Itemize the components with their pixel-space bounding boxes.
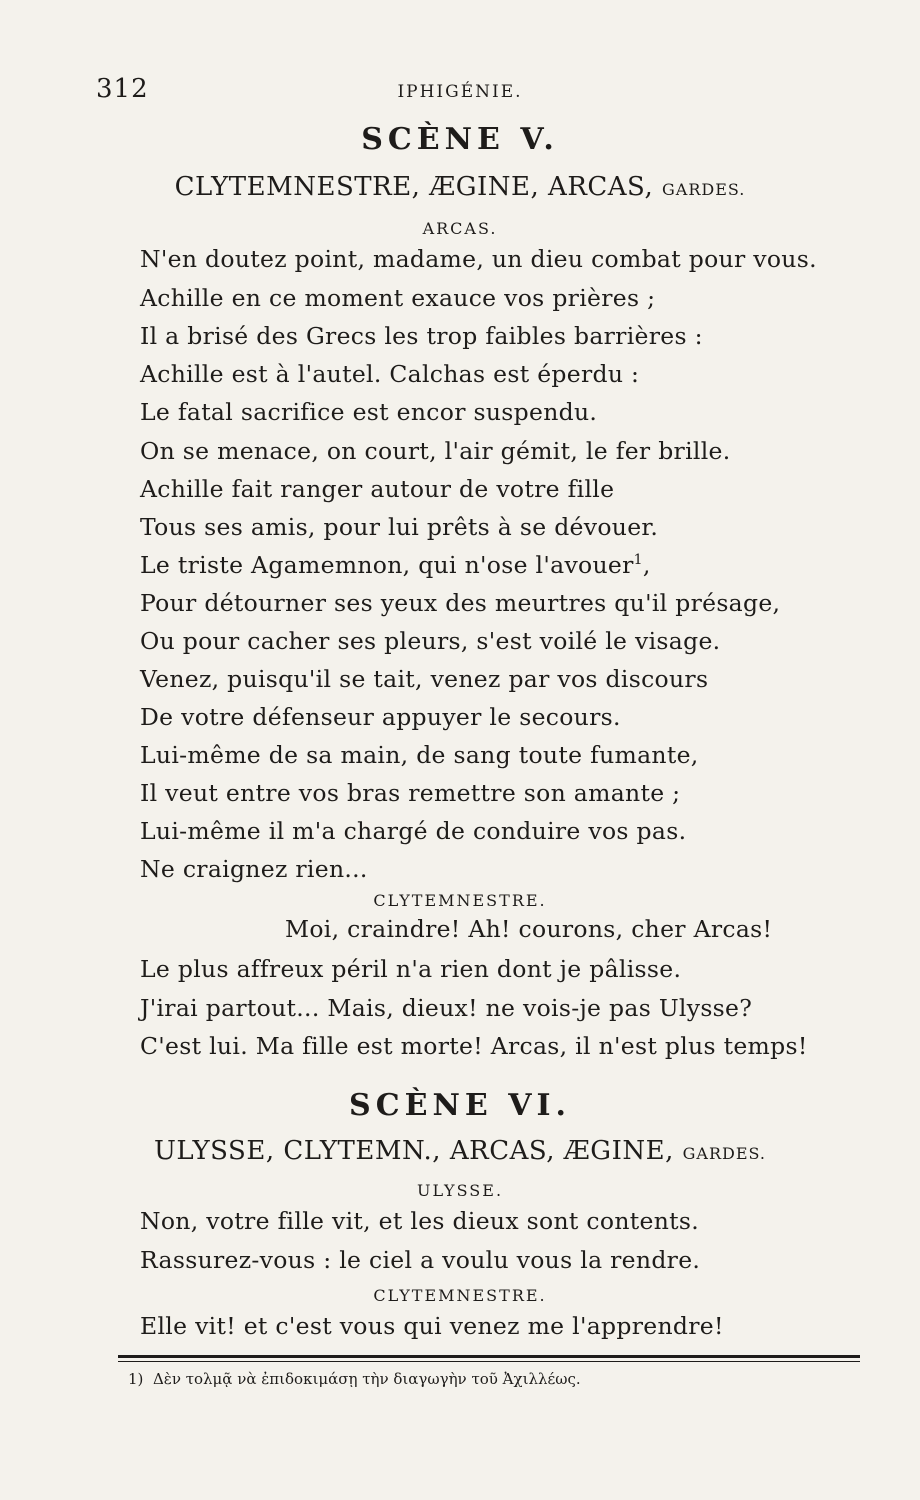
footnote-marker: 1) xyxy=(128,1370,144,1388)
speaker-arcas: ARCAS. xyxy=(422,219,498,238)
scene-6-cast-extra: GARDES. xyxy=(682,1144,766,1163)
verse-line: Lui-même de sa main, de sang toute fumante, xyxy=(140,741,699,769)
verse-line: Venez, puisqu'il se tait, venez par vos discours xyxy=(140,665,709,693)
verse-line: C'est lui. Ma fille est morte! Arcas, il n'est plus temps! xyxy=(140,1032,808,1060)
verse-line-with-note: Le triste Agamemnon, qui n'ose l'avouer$^1$, xyxy=(140,551,651,579)
running-title: IPHIGÉNIE. xyxy=(397,82,523,102)
scene-6-cast xyxy=(0,1136,920,1166)
footnote-reference: 1 xyxy=(633,552,643,569)
verse-line: Rassurez-vous : le ciel a voulu vous la rendre. xyxy=(140,1246,701,1274)
speaker-clytemnestre-2: CLYTEMNESTRE. xyxy=(373,1286,547,1305)
verse-line: Tous ses amis, pour lui prêts à se dévouer. xyxy=(140,513,659,541)
page-number: 312 xyxy=(96,74,149,104)
footnote-text: Δὲν τολμᾷ νὰ ἐπιδοκιμάσῃ τὴν διαγωγὴν τοῦ Ἀχιλλέως. xyxy=(152,1370,581,1388)
verse-line: Non, votre fille vit, et les dieux sont contents. xyxy=(140,1207,700,1235)
verse-line: Lui-même il m'a chargé de conduire vos pas. xyxy=(140,817,687,845)
verse-line: Le triste Agamemnon, qui n'ose l'avouer xyxy=(140,551,634,579)
speaker-ulysse: ULYSSE. xyxy=(416,1181,504,1200)
verse-line: N'en doutez point, madame, un dieu combat pour vous. xyxy=(140,245,817,273)
verse-line: Moi, craindre! Ah! courons, cher Arcas! xyxy=(285,915,773,943)
scene-5-cast xyxy=(0,172,920,202)
verse-line: Il veut entre vos bras remettre son amante ; xyxy=(140,779,681,807)
scene-5-cast-names: CLYTEMNESTRE, ÆGINE, ARCAS, xyxy=(174,172,654,202)
scene-5-cast-extra: GARDES. xyxy=(661,180,746,199)
verse-line: Il a brisé des Grecs les trop faibles barrières : xyxy=(140,322,703,350)
verse-line: Le plus affreux péril n'a rien dont je pâlisse. xyxy=(140,955,682,983)
verse-line: De votre défenseur appuyer le secours. xyxy=(140,703,621,731)
scene-6-cast-names: ULYSSE, CLYTEMN., ARCAS, ÆGINE, xyxy=(154,1136,674,1166)
speaker-clytemnestre: CLYTEMNESTRE. xyxy=(373,891,547,910)
footnote-rule xyxy=(118,1355,860,1358)
verse-line: Elle vit! et c'est vous qui venez me l'apprendre! xyxy=(140,1312,724,1340)
verse-line: Le fatal sacrifice est encor suspendu. xyxy=(140,398,598,426)
verse-line: On se menace, on court, l'air gémit, le fer brille. xyxy=(140,437,731,465)
verse-line: Achille en ce moment exauce vos prières ; xyxy=(140,284,656,312)
verse-line: Achille est à l'autel. Calchas est éperdu : xyxy=(140,360,640,388)
footnote xyxy=(128,1370,581,1388)
scene-5-title: SCÈNE V. xyxy=(361,122,559,157)
verse-line: Achille fait ranger autour de votre fille xyxy=(140,475,615,503)
verse-line: Ou pour cacher ses pleurs, s'est voilé le visage. xyxy=(140,627,721,655)
verse-line: J'irai partout... Mais, dieux! ne vois-je pas Ulysse? xyxy=(140,994,753,1022)
scene-6-title: SCÈNE VI. xyxy=(349,1088,571,1123)
footnote-rule-thin xyxy=(118,1361,860,1362)
verse-line: Ne craignez rien... xyxy=(140,855,368,883)
verse-line: Pour détourner ses yeux des meurtres qu'il présage, xyxy=(140,589,781,617)
